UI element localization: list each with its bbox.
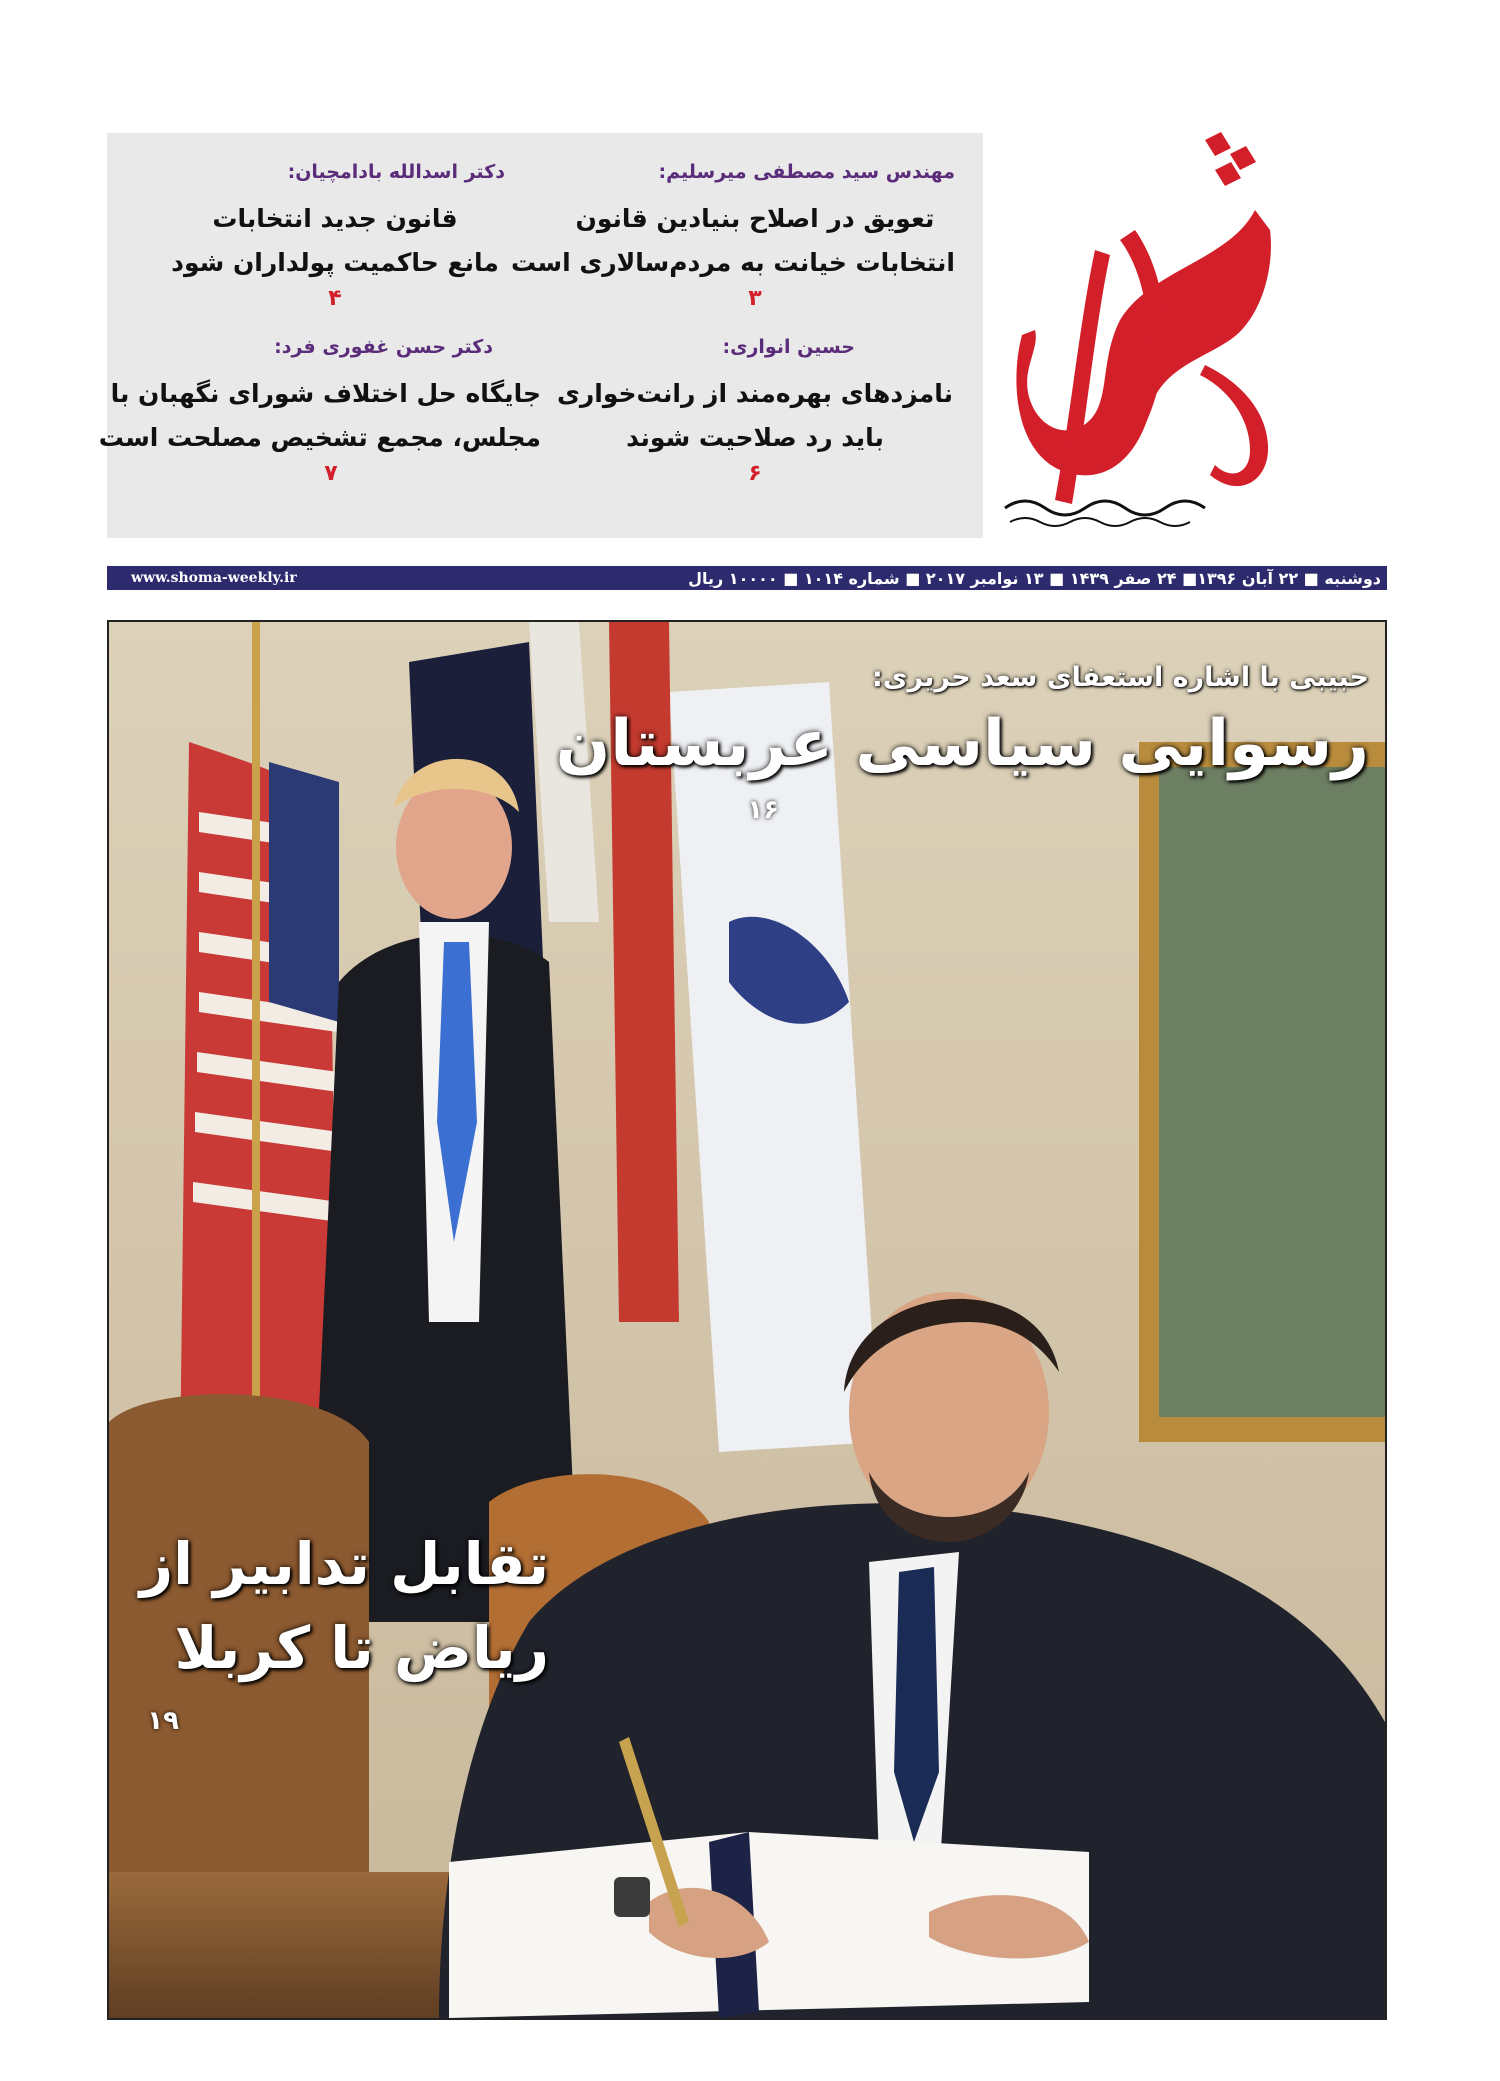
issue-date: دوشنبه ■ ۲۲ آبان ۱۳۹۶■ ۲۴ صفر ۱۴۳۹ ■ ۱۳ نوامبر ۲۰۱۷ ■ شماره ۱۰۱۴ ■ ۱۰۰۰۰ ریال: [688, 568, 1381, 588]
teaser-line: جایگاه حل اختلاف شورای نگهبان با: [110, 379, 541, 408]
teaser-line: مانع حاکمیت پولداران شود: [171, 248, 499, 277]
teaser-line: باید رد صلاحیت شوند: [626, 423, 884, 452]
teaser-box: [98, 133, 983, 538]
teaser-page-number: ۳: [748, 286, 762, 311]
teaser-page-number: ۷: [324, 461, 338, 486]
teaser-badamchian[interactable]: [135, 161, 535, 313]
teaser-anvari[interactable]: [555, 336, 955, 488]
headline-kicker: حبیبی با اشاره استعفای سعد حریری:: [871, 662, 1369, 693]
teaser-ghafouri[interactable]: [98, 336, 541, 488]
masthead-logo-art: [1000, 120, 1300, 540]
teaser-mirsalim[interactable]: [511, 161, 955, 313]
secondary-page-number: ۱۹: [147, 1706, 179, 1736]
secondary-headline-line: ریاض تا کربلا: [174, 1614, 549, 1682]
cover-photo-art: [109, 622, 1385, 2018]
secondary-headline-block[interactable]: [129, 1522, 549, 1736]
main-headline: رسوایی سیاسی عربستان: [555, 707, 1369, 781]
teaser-author: مهندس سید مصطفی میرسلیم:: [658, 161, 955, 183]
cover-photo: [107, 620, 1387, 2020]
teaser-author: دکتر اسدالله بادامچیان:: [287, 161, 505, 183]
teaser-line: مجلس، مجمع تشخیص مصلحت است: [98, 423, 541, 452]
teaser-page-number: ۶: [748, 461, 762, 486]
teaser-line: قانون جدید انتخابات: [212, 204, 458, 233]
teaser-line: تعویق در اصلاح بنیادین قانون: [575, 204, 935, 233]
issue-date-bar: [107, 566, 1387, 590]
teaser-author: دکتر حسن غفوری فرد:: [274, 336, 493, 358]
website-url[interactable]: www.shoma-weekly.ir: [131, 570, 297, 586]
teaser-line: نامزدهای بهره‌مند از رانت‌خواری: [556, 379, 954, 408]
teaser-page-number: ۴: [328, 286, 342, 311]
secondary-headline-line: تقابل تدابیر از: [139, 1530, 549, 1598]
masthead-logo[interactable]: [1000, 120, 1300, 540]
main-headline-block[interactable]: [556, 662, 1369, 825]
teaser-line: انتخابات خیانت به مردم‌سالاری است: [511, 248, 955, 277]
headline-page-number: ۱۶: [747, 795, 779, 825]
teaser-author: حسین انواری:: [722, 336, 855, 358]
